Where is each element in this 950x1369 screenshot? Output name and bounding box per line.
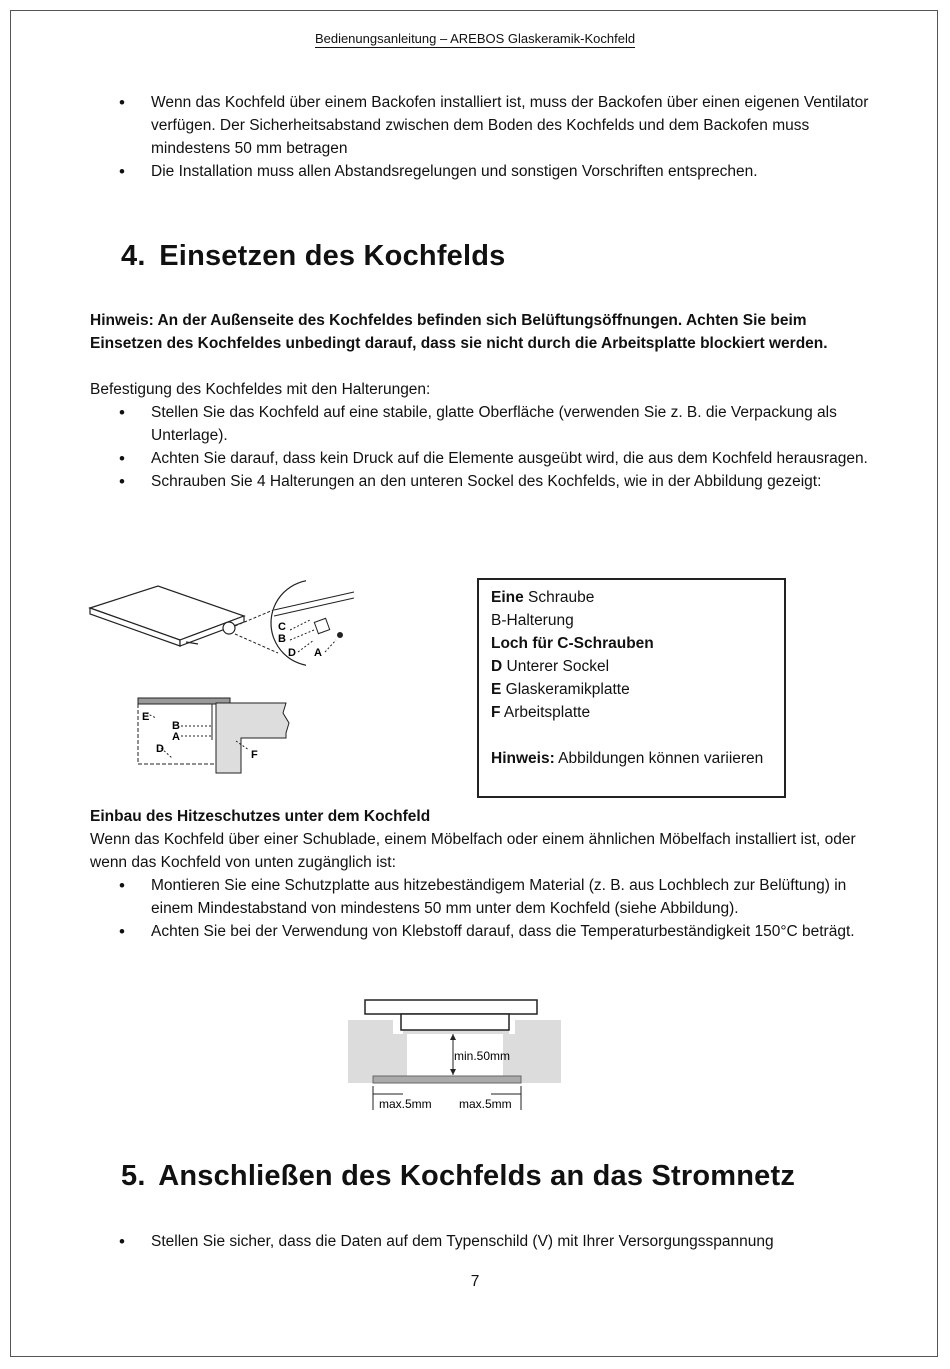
cross-section-drawing (138, 698, 289, 773)
running-header (0, 31, 950, 46)
label-b: B (172, 720, 180, 732)
detail-label-d: D (288, 647, 296, 659)
label-a: A (172, 731, 180, 743)
section-5-number: 5. (121, 1160, 146, 1192)
section-4-number: 4. (121, 240, 146, 272)
label-f: F (251, 749, 258, 761)
list-item: • Stellen Sie das Kochfeld auf eine stabile, glatte Oberfläche (verwenden Sie z. B. die Verpackung als Unterlage). (90, 401, 870, 447)
section-5-bullet-list (90, 1230, 870, 1253)
section-4-intro: Befestigung des Kochfeldes mit den Halterungen: (90, 381, 431, 398)
heat-shield-title: Einbau des Hitzeschutzes unter dem Kochfeld (90, 808, 431, 825)
min-distance-label: min.50mm (454, 1049, 511, 1063)
page-number: 7 (470, 1273, 480, 1290)
list-item: • Die Installation muss allen Abstandsregelungen und sonstigen Vorschriften entsprechen. (90, 160, 870, 183)
detail-label-b: B (278, 633, 286, 645)
legend-item-a: Eine Schraube (491, 589, 595, 606)
legend-item-c: Loch für C-Schrauben (491, 635, 654, 652)
hob-plate (365, 1000, 537, 1014)
legend-item-f: F Arbeitsplatte (491, 704, 591, 721)
list-item: • Achten Sie bei der Verwendung von Klebstoff darauf, dass die Temperaturbeständigkeit 150°C beträgt. (90, 920, 870, 943)
detail-zoom-drawing (270, 580, 360, 670)
legend-note: Hinweis: Abbildungen können variieren (491, 750, 764, 767)
figure-legend (477, 578, 786, 798)
list-item: • Wenn das Kochfeld über einem Backofen installiert ist, muss der Backofen über einen eigenen Ventilator verfügen. Der Sicherheitsabstand zwischen dem Boden des Kochfelds und dem Backofen muss mindestens 50 mm betragen (90, 91, 870, 160)
detail-label-c: C (278, 621, 286, 633)
hob-body (401, 1014, 509, 1030)
heat-shield-intro: Wenn das Kochfeld über einer Schublade, einem Möbelfach oder einem ähnlichen Möbelfach installiert ist, oder wenn das Kochfeld von unten zugänglich ist: (90, 831, 856, 871)
section-4-title: Einsetzen des Kochfelds (159, 240, 506, 272)
shield-plate (373, 1076, 521, 1083)
detail-label-a: A (314, 647, 322, 659)
intro-bullet-list (90, 91, 870, 183)
label-e: E (142, 711, 150, 723)
section-5-title: Anschließen des Kochfelds an das Stromnetz (158, 1160, 796, 1192)
max-right-label: max.5mm (459, 1097, 512, 1111)
list-item: • Montieren Sie eine Schutzplatte aus hitzebeständigem Material (z. B. aus Lochblech zur Belüftung) in einem Mindestabstand von mindestens 50 mm unter dem Kochfeld (siehe Abbildung). (90, 874, 870, 920)
section-4-heading (121, 240, 506, 273)
list-item: • Achten Sie darauf, dass kein Druck auf die Elemente ausgeübt wird, die aus dem Kochfeld herausragen. (90, 447, 870, 470)
section-4-bullet-list (90, 401, 870, 493)
section-4-note: Hinweis: An der Außenseite des Kochfeldes befinden sich Belüftungsöffnungen. Achten Sie beim Einsetzen des Kochfeldes unbedingt darauf, dass sie nicht durch die Arbeitsplatte blockiert werden. (90, 312, 828, 352)
max-left-label: max.5mm (379, 1097, 432, 1111)
hob-perspective-drawing (90, 586, 244, 646)
section-5-heading (121, 1160, 795, 1193)
cabinet-left (348, 1020, 373, 1083)
cabinet-right (515, 1020, 561, 1083)
legend-item-e: E Glaskeramikplatte (491, 681, 630, 698)
label-d: D (156, 743, 164, 755)
heat-shield-diagram (345, 998, 565, 1116)
running-title: Bedienungsanleitung – AREBOS Glaskeramik-Kochfeld (314, 31, 636, 46)
heat-shield-section (90, 805, 870, 943)
list-item: • Stellen Sie sicher, dass die Daten auf dem Typenschild (V) mit Ihrer Versorgungsspannung (90, 1230, 870, 1253)
legend-item-b: B-Halterung (491, 612, 574, 629)
list-item: • Schrauben Sie 4 Halterungen an den unteren Sockel des Kochfelds, wie in der Abbildung gezeigt: (90, 470, 870, 493)
legend-item-d: D Unterer Sockel (491, 658, 610, 675)
